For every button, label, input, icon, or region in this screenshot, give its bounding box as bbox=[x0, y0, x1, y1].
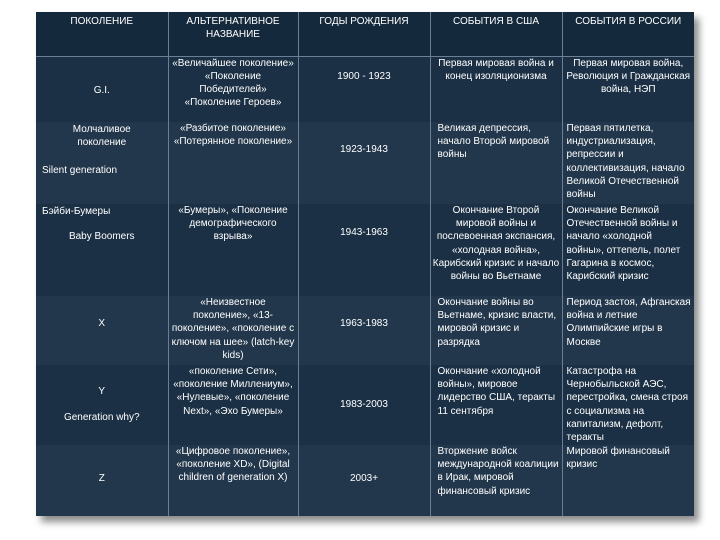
generation-name: G.I. bbox=[93, 84, 110, 96]
events-usa-cell: Окончание Второй мировой войны и послевоенная экспансия, «холодная война», Карибский кризис и начало войны во Вьетнаме bbox=[430, 204, 562, 296]
birth-years-value: 2003+ bbox=[349, 473, 379, 484]
generation-name: Бэйби-Бумеры bbox=[42, 206, 111, 217]
header-events-russia: СОБЫТИЯ В РОССИИ bbox=[562, 12, 694, 56]
table-row bbox=[36, 204, 694, 296]
table-row bbox=[36, 365, 694, 445]
events-usa-cell: Великая депрессия, начало Второй мировой войны bbox=[430, 122, 562, 204]
table-row bbox=[36, 122, 694, 204]
alt-name-cell: «поколение Сети», «поколение Миллениум», «Нулевые», «поколение Next», «Эхо Бумеры» bbox=[168, 365, 298, 445]
generation-name: X bbox=[98, 318, 106, 329]
generation-cell bbox=[36, 204, 168, 296]
generation-cell bbox=[36, 122, 168, 204]
generation-cell bbox=[36, 445, 168, 516]
table-row bbox=[36, 445, 694, 516]
birth-years-value: 1900 - 1923 bbox=[337, 70, 391, 82]
events-russia-cell: Период застоя, Афганская война и летние Олимпийские игры в Москве bbox=[562, 296, 694, 365]
birth-years-value: 1943-1963 bbox=[340, 227, 388, 238]
header-generation: ПОКОЛЕНИЕ bbox=[70, 16, 134, 27]
slide-panel bbox=[36, 12, 694, 516]
events-russia-cell: Первая пятилетка, индустриализация, репрессии и коллективизация, начало Великой Отечественной войны bbox=[562, 122, 694, 204]
alt-name-cell: «Бумеры», «Поколение демографического взрыва» bbox=[168, 204, 298, 296]
birth-years-cell bbox=[298, 296, 430, 365]
header-birth-years: ГОДЫ РОЖДЕНИЯ bbox=[298, 12, 430, 56]
generation-english-name: Baby Boomers bbox=[68, 231, 135, 242]
generation-name: Y bbox=[98, 386, 106, 397]
header-events-usa: СОБЫТИЯ В США bbox=[430, 12, 562, 56]
generation-english-name: Silent generation bbox=[42, 165, 118, 176]
events-russia-cell: Первая мировая война, Революция и Гражданская война, НЭП bbox=[562, 56, 694, 122]
events-russia-cell: Окончание Великой Отечественной войны и начало «холодной войны», оттепель, полет Гагарина в космос, Карибский кризис bbox=[562, 204, 694, 296]
table-row bbox=[36, 296, 694, 365]
generation-name: Z bbox=[98, 473, 105, 484]
birth-years-cell bbox=[298, 204, 430, 296]
birth-years-cell bbox=[298, 445, 430, 516]
generation-cell bbox=[36, 365, 168, 445]
generation-english-name: Generation why? bbox=[63, 412, 140, 423]
table-row bbox=[36, 56, 694, 122]
events-usa-cell: Окончание «холодной войны», мировое лидерство США, теракты 11 сентября bbox=[430, 365, 562, 445]
generation-cell bbox=[36, 296, 168, 365]
events-russia-cell: Катастрофа на Чернобыльской АЭС, перестройка, смена строя с социализма на капитализм, дефолт, теракты bbox=[562, 365, 694, 445]
alt-name-cell: «Неизвестное поколение», «13-поколение», «поколение с ключом на шее» (latch-key kids) bbox=[168, 296, 298, 365]
alt-name-cell: «Величайшее поколение» «Поколение Победителей» «Поколение Героев» bbox=[168, 56, 298, 122]
birth-years-cell bbox=[298, 365, 430, 445]
header-alt-name: АЛЬТЕРНАТИВНОЕ НАЗВАНИЕ bbox=[168, 12, 298, 56]
events-usa-cell: Вторжение войск международной коалиции в Ирак, мировой финансовый кризис bbox=[430, 445, 562, 516]
alt-name-cell: «Цифровое поколение», «поколение XD», (Digital children of generation X) bbox=[168, 445, 298, 516]
generations-table bbox=[36, 12, 694, 516]
header-row bbox=[36, 12, 694, 56]
events-russia-cell: Мировой финансовый кризис bbox=[562, 445, 694, 516]
events-usa-cell: Первая мировая война и конец изоляционизма bbox=[430, 56, 562, 122]
alt-name-cell: «Разбитое поколение» «Потерянное поколение» bbox=[168, 122, 298, 204]
generation-name: Молчаливое поколение bbox=[72, 124, 131, 149]
birth-years-cell bbox=[298, 122, 430, 204]
birth-years-value: 1923-1943 bbox=[340, 144, 388, 155]
birth-years-cell bbox=[298, 56, 430, 122]
events-usa-cell: Окончание войны во Вьетнаме, кризис власти, мировой кризис и разрядка bbox=[430, 296, 562, 365]
generation-cell bbox=[36, 56, 168, 122]
birth-years-value: 1983-2003 bbox=[340, 399, 388, 410]
birth-years-value: 1963-1983 bbox=[340, 318, 388, 329]
